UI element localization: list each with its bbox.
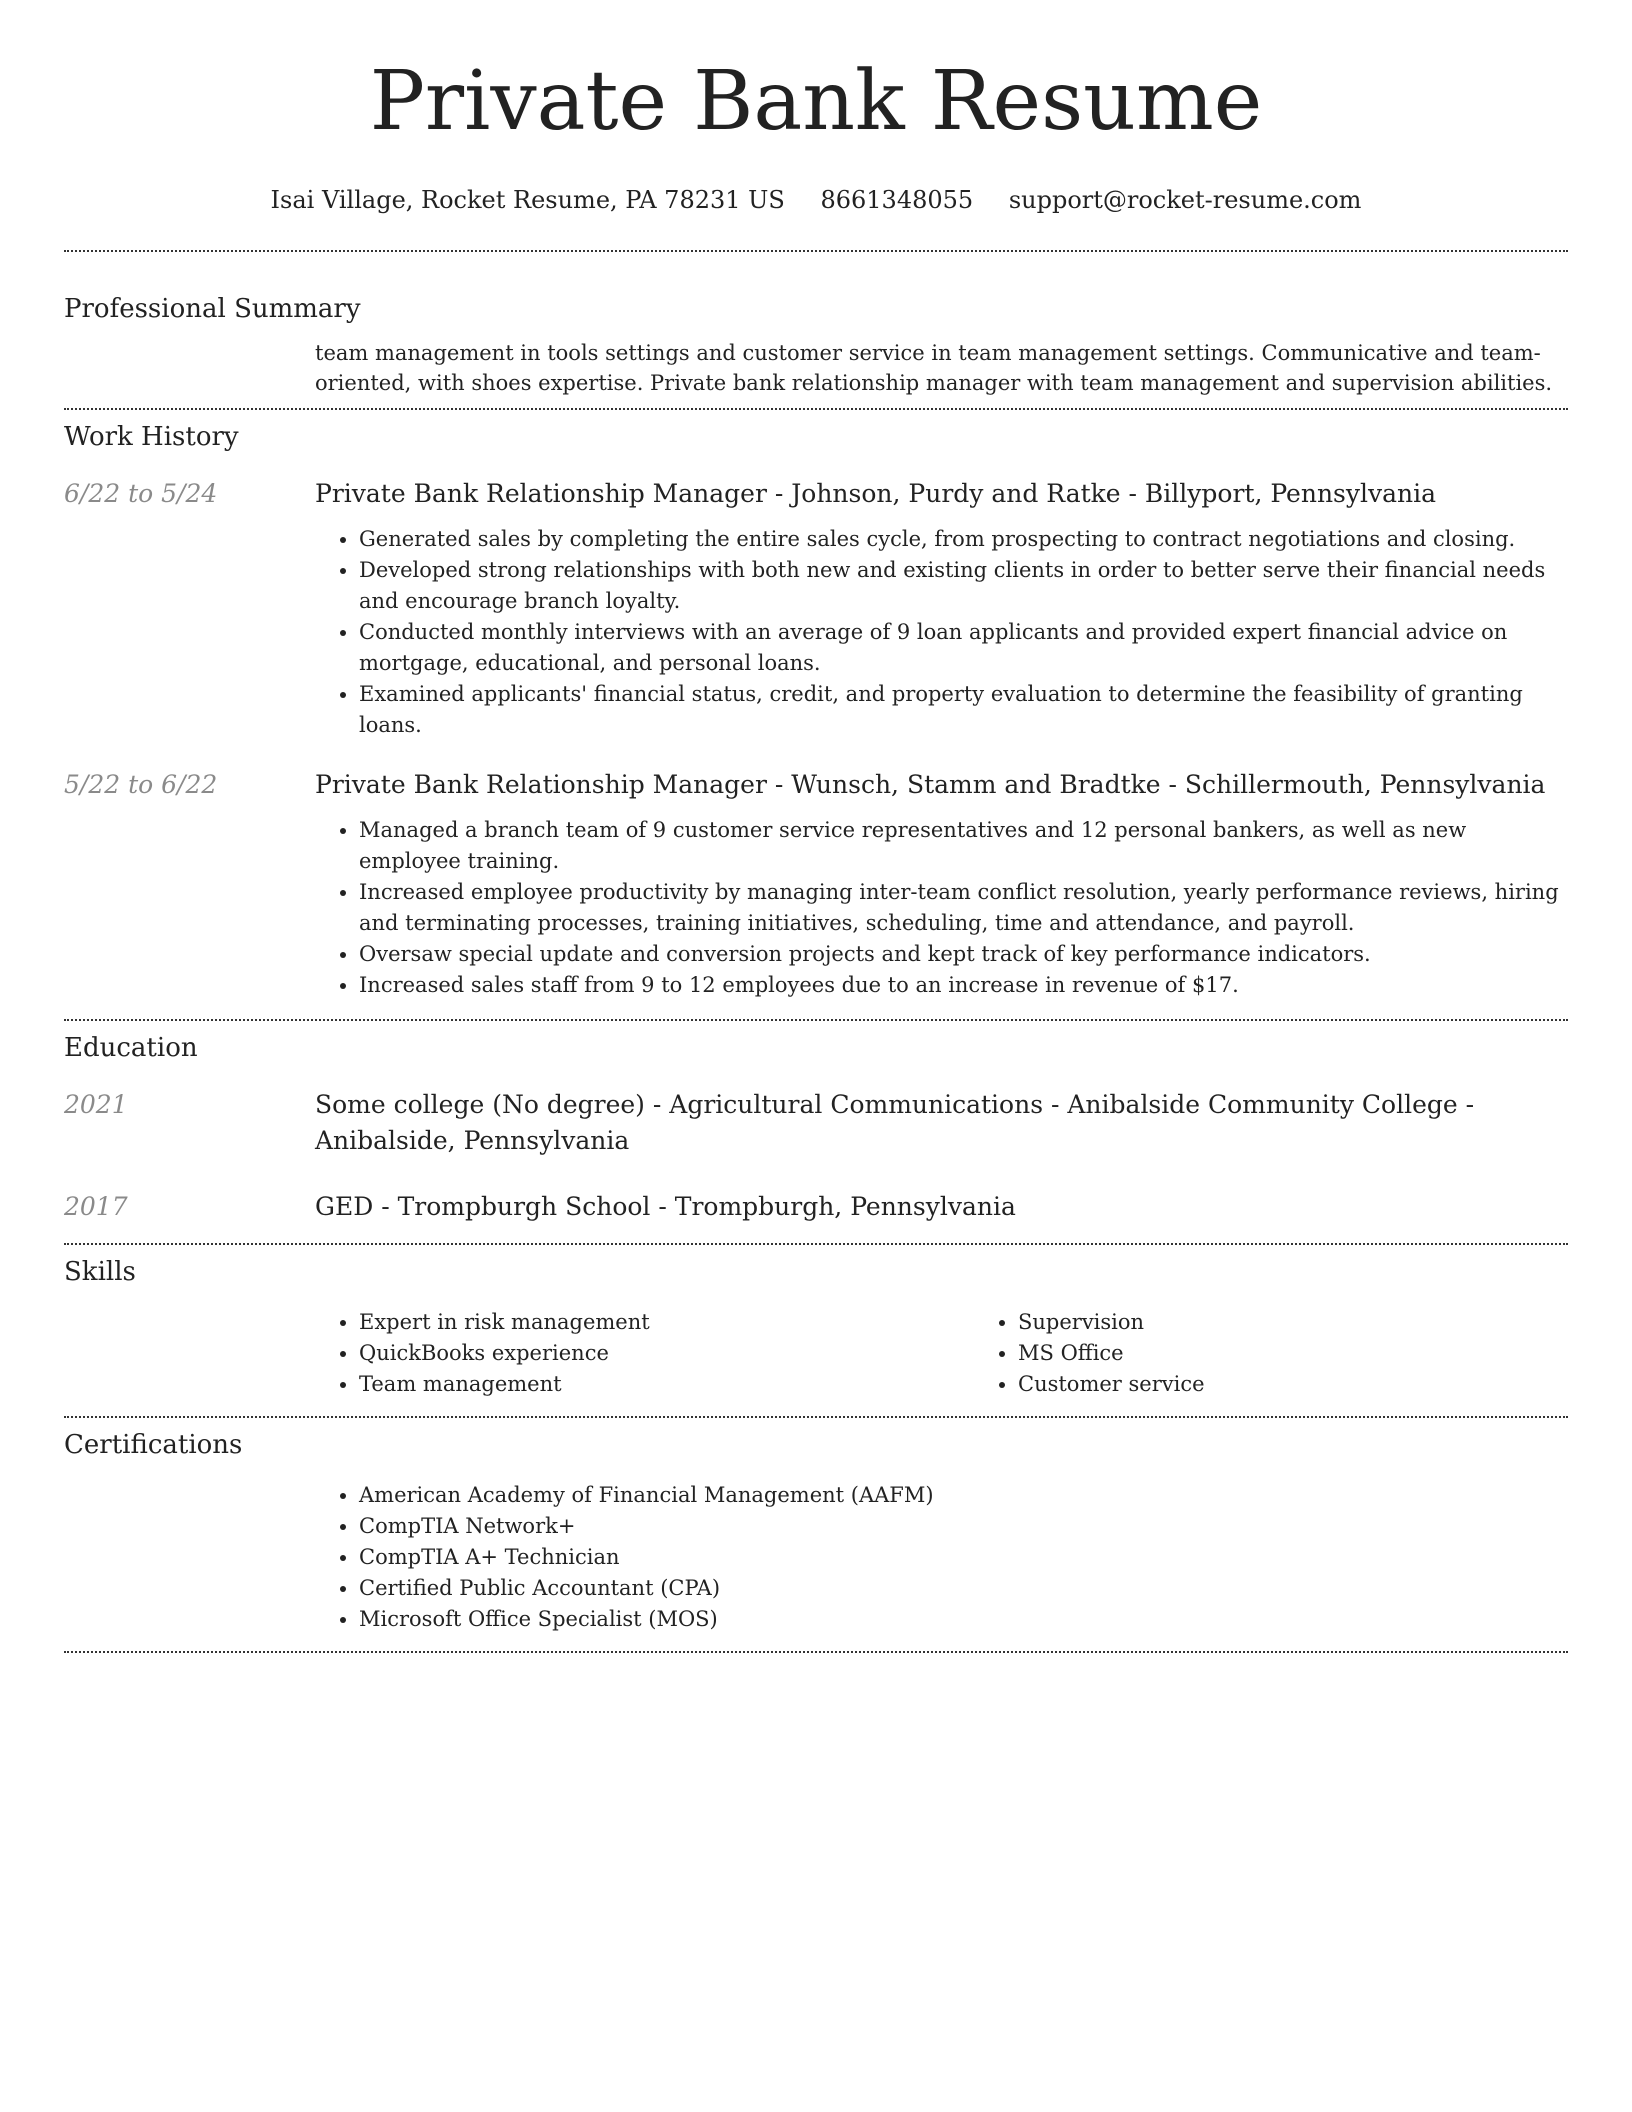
education-text: GED - Trompburgh School - Trompburgh, Pennsylvania xyxy=(315,1192,1016,1221)
summary-text: team management in tools settings and customer service in team management settings. Communicative and team-oriented, with shoes expertise. Private bank relationship manager with team management and supervision abilities. xyxy=(315,341,1553,395)
job-entry xyxy=(64,476,1568,741)
job-dates: 6/22 to 5/24 xyxy=(64,479,218,508)
skills-list xyxy=(315,1307,974,1400)
summary-section xyxy=(64,252,1568,398)
job-title: Private Bank Relationship Manager - Wunsch, Stamm and Bradtke - Schillermouth, Pennsylvania xyxy=(315,770,1546,799)
skill-item: • Expert in risk management xyxy=(359,1307,974,1338)
resume-title: Private Bank Resume xyxy=(369,54,1263,149)
job-bullet: • Managed a branch team of 9 customer service representatives and 12 personal bankers, as well as new employee training. xyxy=(359,815,1568,877)
education-year: 2017 xyxy=(64,1192,128,1221)
education-entry xyxy=(64,1087,1568,1159)
job-bullet: • Increased employee productivity by managing inter-team conflict resolution, yearly performance reviews, hiring and terminating processes, training initiatives, scheduling, time and attendance, and payroll. xyxy=(359,877,1568,939)
certification-item: • Certified Public Accountant (CPA) xyxy=(359,1573,1568,1604)
skill-item: • Customer service xyxy=(1018,1369,1632,1400)
job-bullet: • Conducted monthly interviews with an average of 9 loan applicants and provided expert financial advice on mortgage, educational, and personal loans. xyxy=(359,617,1568,679)
work-heading: Work History xyxy=(64,422,239,452)
education-section xyxy=(64,1021,1568,1225)
skill-item: • Team management xyxy=(359,1369,974,1400)
education-heading: Education xyxy=(64,1033,198,1063)
job-bullets xyxy=(315,524,1568,741)
skill-item: • QuickBooks experience xyxy=(359,1338,974,1369)
job-bullet: • Examined applicants' financial status, credit, and property evaluation to determine the feasibility of granting loans. xyxy=(359,679,1568,741)
certifications-heading: Certifications xyxy=(64,1430,243,1460)
skill-item: • Supervision xyxy=(1018,1307,1632,1338)
contact-info xyxy=(64,184,1568,216)
education-year: 2021 xyxy=(64,1090,128,1119)
contact-email: support@rocket-resume.com xyxy=(1008,186,1362,214)
divider xyxy=(64,1651,1568,1653)
job-dates: 5/22 to 6/22 xyxy=(64,770,218,799)
certification-item: • American Academy of Financial Management (AAFM) xyxy=(359,1480,1568,1511)
job-title: Private Bank Relationship Manager - Johnson, Purdy and Ratke - Billyport, Pennsylvania xyxy=(315,479,1437,508)
certifications-list xyxy=(315,1480,1568,1635)
certification-item: • CompTIA Network+ xyxy=(359,1511,1568,1542)
contact-phone: 8661348055 xyxy=(820,186,974,214)
certifications-section xyxy=(64,1418,1568,1635)
certification-item: • Microsoft Office Specialist (MOS) xyxy=(359,1604,1568,1635)
resume-page xyxy=(64,0,1568,1653)
certification-item: • CompTIA A+ Technician xyxy=(359,1542,1568,1573)
job-bullet: • Oversaw special update and conversion projects and kept track of key performance indicators. xyxy=(359,939,1568,970)
summary-heading: Professional Summary xyxy=(64,294,361,324)
contact-address: Isai Village, Rocket Resume, PA 78231 US xyxy=(270,186,785,214)
job-bullet: • Increased sales staff from 9 to 12 employees due to an increase in revenue of $17. xyxy=(359,970,1568,1001)
skills-list xyxy=(974,1307,1632,1400)
education-entry xyxy=(64,1189,1568,1225)
education-text: Some college (No degree) - Agricultural Communications - Anibalside Community College - Anibalside, Pennsylvania xyxy=(315,1090,1475,1155)
job-bullets xyxy=(315,815,1568,1001)
job-bullet: • Developed strong relationships with both new and existing clients in order to better serve their financial needs and encourage branch loyalty. xyxy=(359,555,1568,617)
skills-heading: Skills xyxy=(64,1257,136,1287)
skills-section xyxy=(64,1245,1568,1400)
job-bullet: • Generated sales by completing the entire sales cycle, from prospecting to contract negotiations and closing. xyxy=(359,524,1568,555)
job-entry xyxy=(64,767,1568,1001)
skill-item: • MS Office xyxy=(1018,1338,1632,1369)
work-section xyxy=(64,410,1568,1001)
